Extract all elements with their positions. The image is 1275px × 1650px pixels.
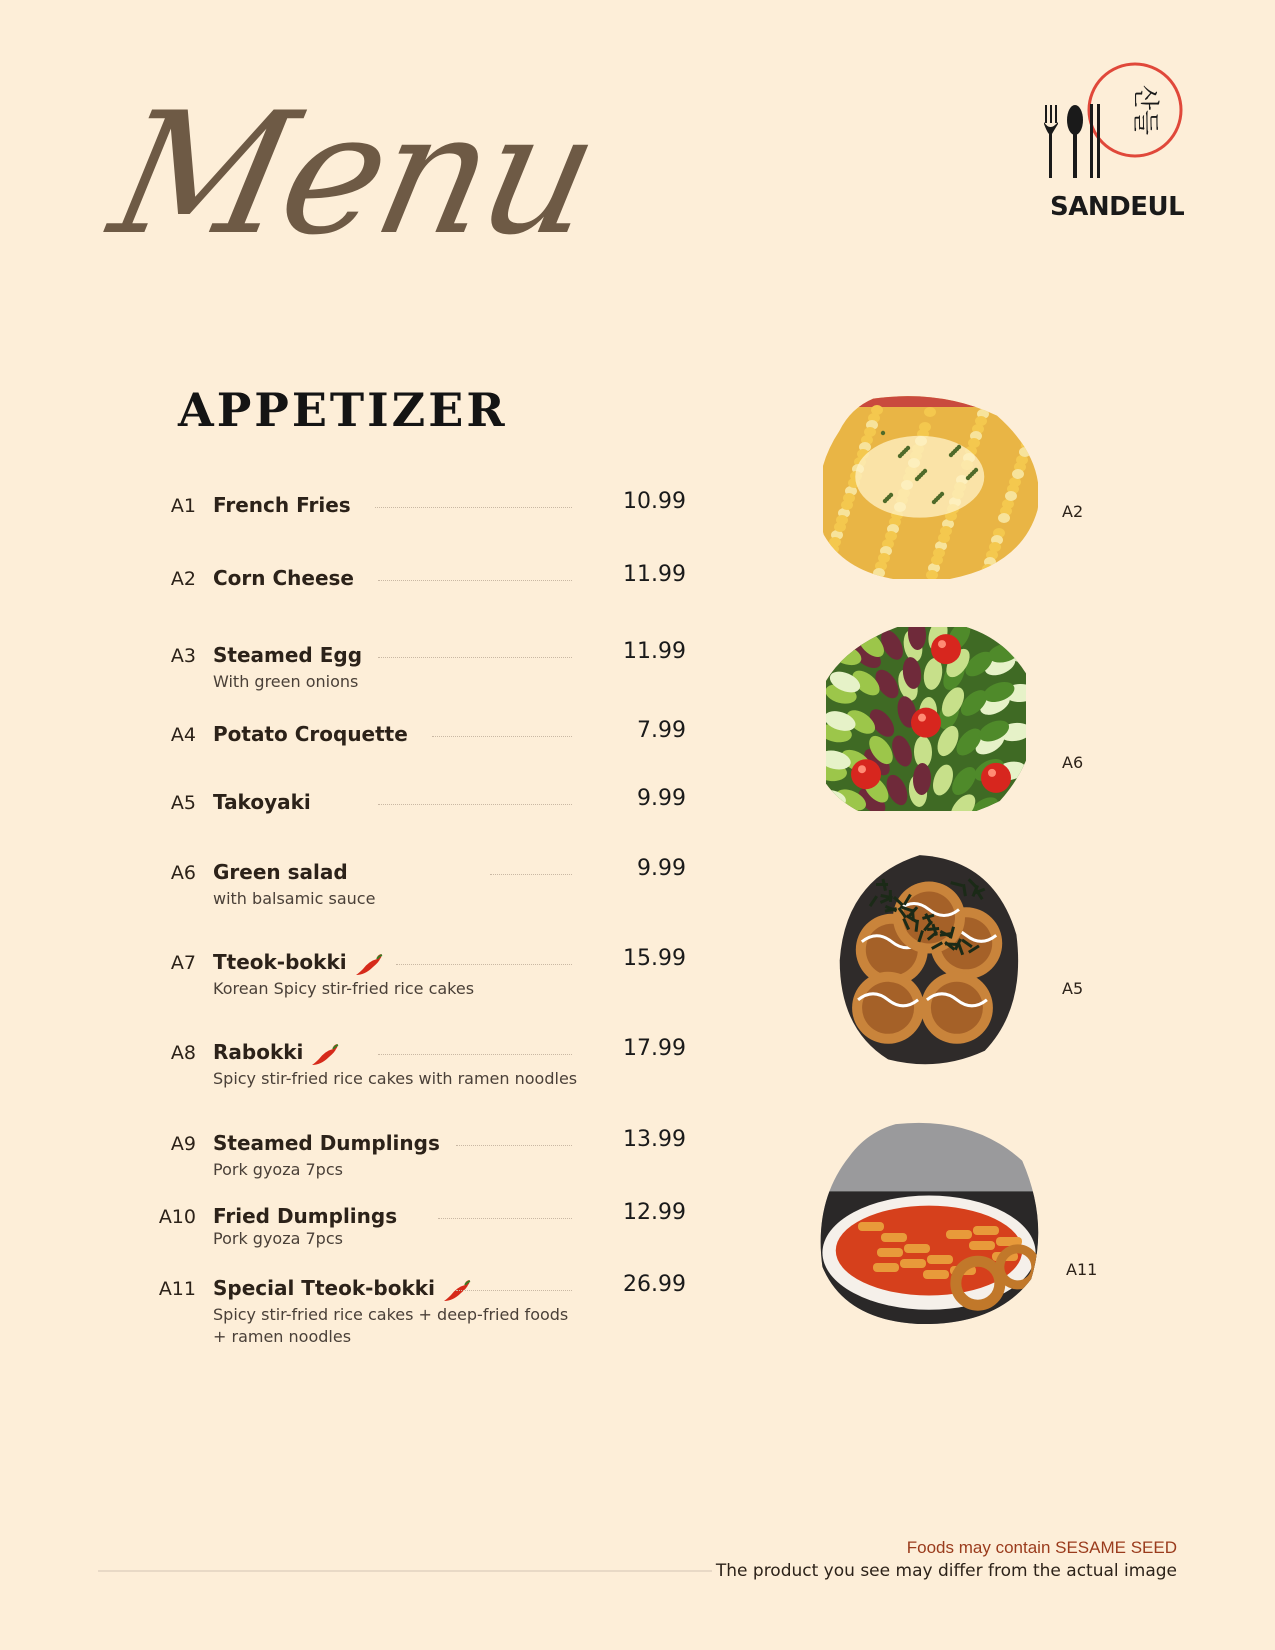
item-price: 7.99: [637, 718, 686, 743]
fork-icon: [1044, 105, 1058, 178]
item-code: A4: [170, 724, 196, 746]
item-price: 9.99: [637, 786, 686, 811]
item-code: A2: [170, 568, 196, 590]
item-description: with balsamic sauce: [213, 889, 376, 908]
item-name: [213, 1204, 397, 1228]
chili-pepper-icon: [355, 951, 385, 977]
item-name: [213, 1040, 341, 1067]
special-tteokbokki-photo: [818, 1120, 1040, 1324]
photo-label: A2: [1062, 502, 1084, 521]
item-name-text: Steamed Egg: [213, 643, 363, 667]
item-description: Korean Spicy stir-fried rice cakes: [213, 979, 475, 998]
item-description: Pork gyoza 7pcs: [213, 1229, 343, 1248]
dot-leader: [456, 1145, 572, 1146]
spoon-icon: [1067, 105, 1083, 178]
item-description: Spicy stir-fried rice cakes + deep-fried foods + ramen noodles: [213, 1305, 569, 1346]
item-description: Spicy stir-fried rice cakes with ramen noodles: [213, 1069, 578, 1088]
item-name: [213, 790, 311, 814]
item-price: 13.99: [623, 1127, 686, 1152]
dot-leader: [490, 874, 572, 875]
item-name-text: Takoyaki: [213, 790, 311, 814]
item-name-text: Corn Cheese: [213, 566, 354, 590]
item-description: With green onions: [213, 672, 359, 691]
item-name: [213, 643, 362, 667]
item-name: [213, 1131, 440, 1155]
dot-leader: [378, 657, 572, 658]
dot-leader: [378, 580, 572, 581]
item-price: 10.99: [623, 489, 686, 514]
item-code: A5: [170, 792, 196, 814]
logo-korean: 산들: [1130, 84, 1160, 136]
corn-cheese-photo: [823, 393, 1038, 579]
item-code: A1: [170, 495, 196, 517]
photo-label: A5: [1062, 979, 1084, 998]
section-title: APPETIZER: [178, 383, 508, 437]
dot-leader: [378, 1054, 572, 1055]
item-price: 11.99: [623, 562, 686, 587]
item-price: 12.99: [623, 1200, 686, 1225]
dot-leader: [375, 507, 572, 508]
dot-leader: [438, 1218, 572, 1219]
item-code: A6: [170, 862, 196, 884]
item-code: A10: [158, 1206, 196, 1228]
item-code: A9: [170, 1133, 196, 1155]
item-price: 9.99: [637, 856, 686, 881]
item-name-text: Tteok-bokki: [213, 950, 347, 974]
item-price: 26.99: [623, 1272, 686, 1297]
menu-title: Menu: [97, 76, 611, 272]
dot-leader: [378, 804, 572, 805]
photo-label: A6: [1062, 753, 1084, 772]
allergen-notice: Foods may contain SESAME SEED: [906, 1538, 1177, 1557]
logo-name: SANDEUL: [1050, 192, 1185, 222]
item-name-text: Special Tteok-bokki: [213, 1276, 435, 1300]
item-name-text: French Fries: [213, 493, 351, 517]
item-name-text: Steamed Dumplings: [213, 1131, 440, 1155]
item-code: A7: [170, 952, 196, 974]
item-name: [213, 860, 348, 884]
item-code: A8: [170, 1042, 196, 1064]
green-salad-photo: [826, 627, 1026, 811]
item-price: 15.99: [623, 946, 686, 971]
item-description: Pork gyoza 7pcs: [213, 1160, 343, 1179]
item-name-text: Fried Dumplings: [213, 1204, 398, 1228]
item-code: A11: [158, 1278, 196, 1300]
chopsticks-icon: [1090, 104, 1100, 178]
dot-leader: [456, 1290, 572, 1291]
image-disclaimer: The product you see may differ from the actual image: [715, 1561, 1177, 1581]
item-name-text: Rabokki: [213, 1040, 304, 1064]
footer-divider: [98, 1570, 712, 1572]
dot-leader: [432, 736, 572, 737]
item-name-text: Green salad: [213, 860, 348, 884]
item-name-text: Potato Croquette: [213, 722, 408, 746]
item-price: 17.99: [623, 1036, 686, 1061]
item-name: [213, 493, 351, 517]
item-name: [213, 950, 385, 977]
item-name: [213, 566, 354, 590]
item-code: A3: [170, 645, 196, 667]
dot-leader: [396, 964, 572, 965]
item-name: [213, 722, 408, 746]
chili-pepper-icon: [311, 1041, 341, 1067]
item-name: [213, 1276, 473, 1303]
takoyaki-photo: [836, 853, 1022, 1068]
photo-label: A11: [1066, 1260, 1098, 1279]
item-price: 11.99: [623, 639, 686, 664]
